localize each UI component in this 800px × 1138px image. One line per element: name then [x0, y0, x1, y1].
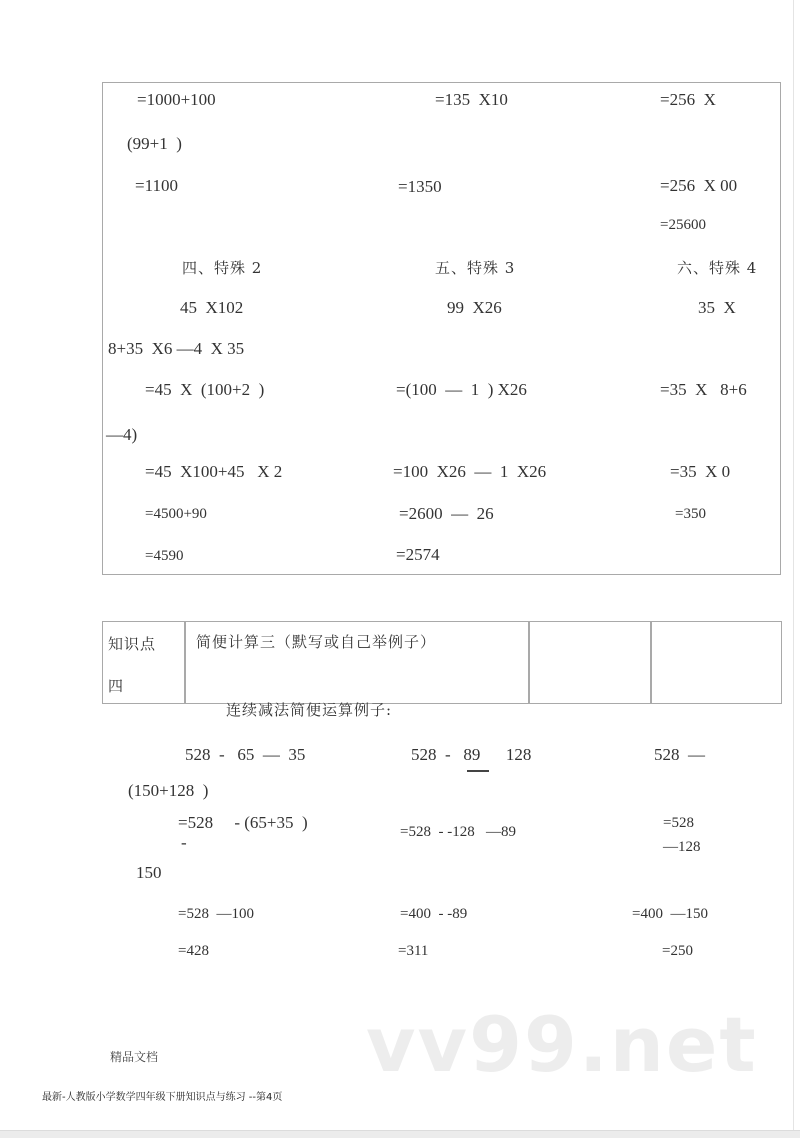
minus-sign: [467, 770, 489, 772]
expression: =428: [178, 943, 209, 959]
section-title: 五、特殊 3: [435, 259, 516, 277]
expression: =400 - -89: [400, 906, 468, 922]
expression: (150+128 ): [128, 781, 209, 800]
expression: =1350: [398, 177, 442, 196]
section-heading: 连续减法简便运算例子:: [226, 701, 393, 719]
expression: =528: [663, 815, 694, 831]
expression: =2600 — 26: [399, 504, 494, 523]
expression: =4590: [145, 548, 184, 564]
expression: =250: [662, 943, 693, 959]
expression: -: [181, 833, 187, 852]
expression: =35 X 8+6: [660, 380, 747, 399]
expression: =45 X100+45 X 2: [145, 462, 283, 481]
expression: =45 X (100+2 ): [145, 380, 265, 399]
expression: =1000+100: [137, 90, 216, 109]
problem: 45 X102: [180, 298, 244, 317]
expression: =528 - (65+35 ): [178, 813, 308, 832]
calculation-box: [102, 82, 781, 575]
page-edge: [793, 0, 794, 1130]
problem: 99 X26: [447, 298, 502, 317]
expression: =100 X26 — 1 X26: [393, 462, 547, 481]
expression: =4500+90: [145, 506, 207, 522]
expression: —128: [663, 839, 701, 855]
expression: =25600: [660, 217, 706, 233]
expression: —4): [106, 425, 138, 444]
table-cell-label: 四: [108, 677, 125, 695]
expression: =35 X 0: [670, 462, 731, 481]
expression: =528 - -128 —89: [400, 824, 516, 840]
expression: =350: [675, 506, 706, 522]
problem: 528 - 89 128: [411, 745, 532, 764]
expression: =311: [398, 943, 429, 959]
expression: =135 X10: [435, 90, 508, 109]
table-divider: [650, 622, 652, 703]
expression: =256 X: [660, 90, 716, 109]
table-divider: [184, 622, 186, 703]
problem: 528 —: [654, 745, 705, 764]
footer-label: 精品文档: [110, 1050, 159, 1064]
expression: =(100 — 1 ) X26: [396, 380, 527, 399]
table-divider: [528, 622, 530, 703]
expression: =1100: [135, 176, 178, 195]
problem: 35 X: [698, 298, 736, 317]
expression: 150: [136, 863, 162, 882]
problem: 528 - 65 — 35: [185, 745, 306, 764]
watermark: vv99.net: [366, 1000, 758, 1089]
expression: (99+1 ): [127, 134, 182, 153]
expression: =256 X 00: [660, 176, 738, 195]
expression: =2574: [396, 545, 440, 564]
expression: 8+35 X6 —4 X 35: [108, 339, 245, 358]
expression: =528 —100: [178, 906, 254, 922]
expression: =400 —150: [632, 906, 708, 922]
section-title: 四、特殊 2: [182, 259, 263, 277]
section-title: 六、特殊 4: [677, 259, 758, 277]
page-info: 最新-人教版小学数学四年级下册知识点与练习 --第4页: [42, 1092, 283, 1103]
table-cell-label: 知识点: [108, 635, 157, 653]
table-cell-title: 简便计算三（默写或自己举例子）: [196, 633, 437, 651]
